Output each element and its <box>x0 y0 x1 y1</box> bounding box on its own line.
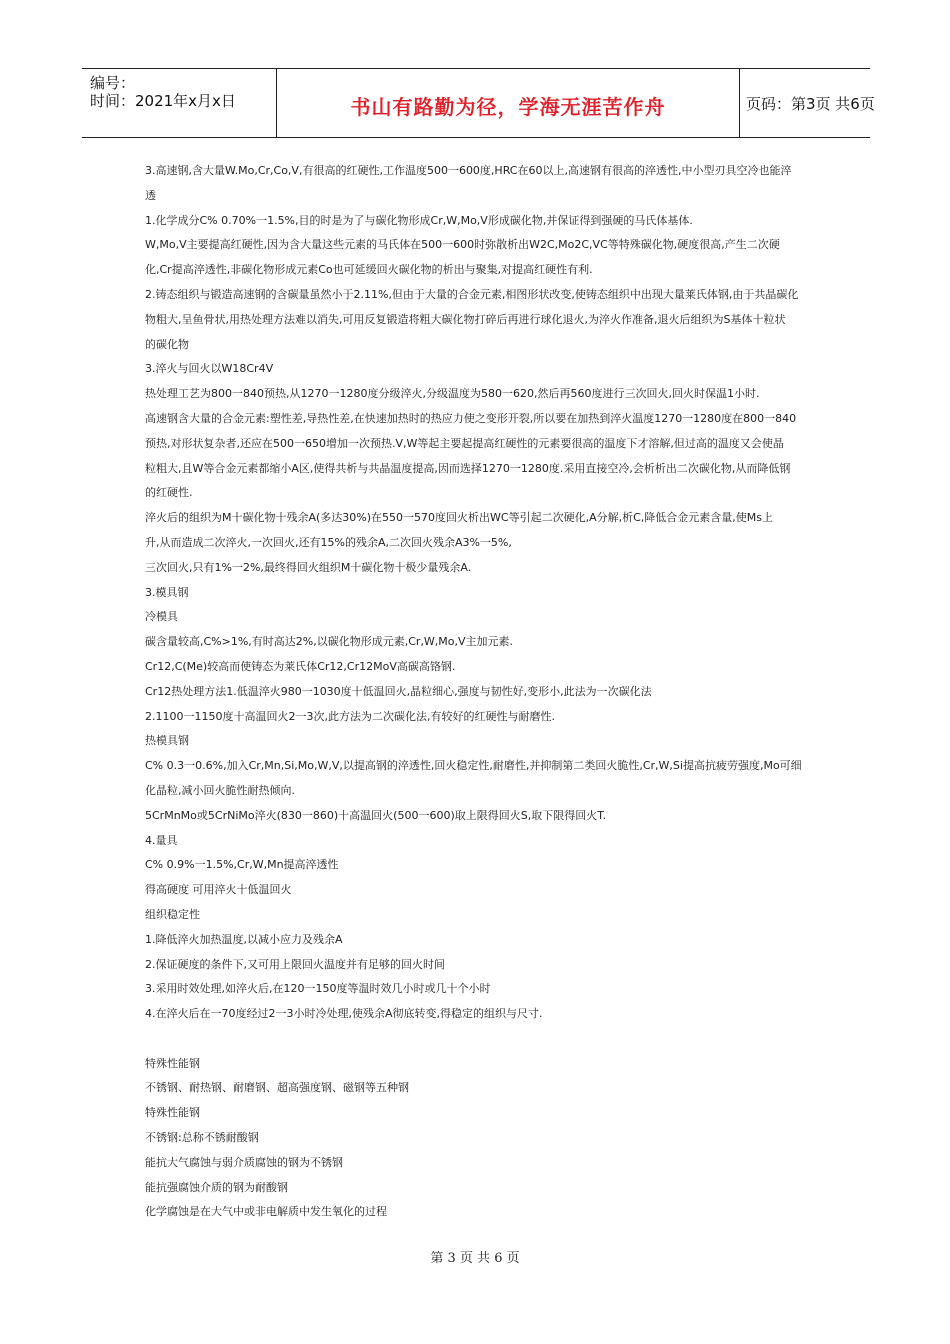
document-body <box>145 159 825 1225</box>
body-line: 3.淬火与回火以W18Cr4V <box>145 362 274 376</box>
body-line: 冷模具 <box>145 610 178 624</box>
body-line: 特殊性能钢 <box>145 1056 200 1070</box>
body-line: 组织稳定性 <box>145 907 200 921</box>
body-line: 淬火后的组织为M十碳化物十残余A(多达30%)在550一570度回火析出WC等引起二次硬化,A分解,析C,降低合金元素含量,使Ms上 <box>145 511 774 525</box>
body-line: C% 0.9%一1.5%,Cr,W,Mn提高淬透性 <box>145 858 339 872</box>
body-line: 2.保证硬度的条件下,又可用上限回火温度并有足够的回火时间 <box>145 957 445 971</box>
body-line: 碳含量较高,C%>1%,有时高达2%,以碳化物形成元素,Cr,W,Mo,V主加元素. <box>145 635 514 649</box>
body-line: 1.降低淬火加热温度,以减小应力及残余A <box>145 932 343 946</box>
body-line: 热处理工艺为800一840预热,从1270一1280度分级淬火,分级温度为580一620,然后再560度进行三次回火,回火时保温1小时. <box>145 387 760 401</box>
body-line: 物粗大,呈鱼骨状,用热处理方法难以消失,可用反复锻造将粗大碳化物打碎后再进行球化退火,为淬火作准备,退火后组织为S基体十粒状 <box>145 312 786 326</box>
body-line: 化学腐蚀是在大气中或非电解质中发生氧化的过程 <box>145 1205 387 1219</box>
body-line: 不锈钢:总称不锈耐酸钢 <box>145 1131 259 1145</box>
document-number-label: 编号： <box>90 74 136 92</box>
body-line: 5CrMnMo或5CrNiMo淬火(830一860)十高温回火(500一600)取上限得回火S,取下限得回火T. <box>145 808 607 822</box>
body-line: 化,Cr提高淬透性,非碳化物形成元素Co也可延缓回火碳化物的析出与聚集,对提高红硬性有利. <box>145 263 593 277</box>
body-line: 三次回火,只有1%一2%,最终得回火组织M十碳化物十极少量残余A. <box>145 560 472 574</box>
header-motto-cell <box>277 69 740 137</box>
body-line <box>145 1027 825 1052</box>
body-line: 升,从而造成二次淬火,一次回火,还有15%的残余A,二次回火残余A3%一5%, <box>145 535 512 549</box>
body-line: 2.1100一1150度十高温回火2一3次,此方法为二次碳化法,有较好的红硬性与耐磨性. <box>145 709 555 723</box>
header-info-cell <box>82 69 277 137</box>
body-line: 化晶粒,减小回火脆性耐热倾向. <box>145 783 295 797</box>
body-line: 2.铸态组织与锻造高速钢的含碳量虽然小于2.11%,但由于大量的合金元素,相图形状改变,使铸态组织中出现大量莱氏体钢,由于共晶碳化 <box>145 287 799 301</box>
body-line: W,Mo,V主要提高红硬性,因为含大量这些元素的马氏体在500一600时弥散析出W2C,Mo2C,VC等特殊碳化物,硬度很高,产生二次硬 <box>145 238 780 252</box>
body-line: Cr12热处理方法1.低温淬火980一1030度十低温回火,晶粒细心,强度与韧性好,变形小,此法为一次碳化法 <box>145 684 652 698</box>
page-footer: 第 3 页 共 6 页 <box>430 1251 520 1266</box>
body-line: 3.采用时效处理,如淬火后,在120一150度等温时效几小时或几十个小时 <box>145 982 491 996</box>
body-line: 的碳化物 <box>145 337 189 351</box>
body-line: Cr12,C(Me)较高而使铸态为莱氏体Cr12,Cr12MoV高碳高铬钢. <box>145 659 456 673</box>
body-line: 高速钢含大量的合金元素:塑性差,导热性差,在快速加热时的热应力使之变形开裂,所以要在加热到淬火温度1270一1280度在800一840 <box>145 411 797 425</box>
body-line: 不锈钢、耐热钢、耐磨钢、超高强度钢、磁钢等五种钢 <box>145 1081 409 1095</box>
body-line: 得高硬度 可用淬火十低温回火 <box>145 883 292 897</box>
body-line: 能抗大气腐蚀与弱介质腐蚀的钢为不锈钢 <box>145 1155 343 1169</box>
body-line: 特殊性能钢 <box>145 1106 200 1120</box>
body-line: 4.量具 <box>145 833 178 847</box>
body-line: 能抗强腐蚀介质的钢为耐酸钢 <box>145 1180 288 1194</box>
body-line: 透 <box>145 188 156 202</box>
page-header <box>82 68 875 138</box>
header-motto: 书山有路勤为径，学海无涯苦作舟 <box>350 95 666 119</box>
body-line: C% 0.3一0.6%,加入Cr,Mn,Si,Mo,W,V,以提高钢的淬透性,回火稳定性,耐磨性,并抑制第二类回火脆性,Cr,W,Si提高抗疲劳强度,Mo可细 <box>145 759 802 773</box>
body-line: 3.高速钢,含大量W.Mo,Cr,Co,V,有很高的红硬性,工作温度500一600度,HRC在60以上,高速钢有很高的淬透性,中小型刃具空冷也能淬 <box>145 164 792 177</box>
body-line: 1.化学成分C% 0.70%一1.5%,目的时是为了与碳化物形成Cr,W,Mo,V形成碳化物,并保证得到强硬的马氏体基体. <box>145 213 693 227</box>
body-line: 4.在淬火后在一70度经过2一3小时冷处理,使残余A彻底转变,得稳定的组织与尺寸. <box>145 1007 543 1021</box>
body-line: 预热,对形状复杂者,还应在500一650增加一次预热.V,W等起主要起提高红硬性的元素要很高的温度下才溶解,但过高的温度又会使晶 <box>145 436 784 450</box>
document-time-label: 时间：2021年x月x日 <box>90 92 236 110</box>
body-line: 的红硬性. <box>145 486 193 500</box>
body-line: 粒粗大,且W等合金元素都缩小A区,使得共析与共晶温度提高,因而选择1270一1280度.采用直接空冷,会析析出二次碳化物,从而降低钢 <box>145 461 791 475</box>
header-page-code: 页码：第3页 共6页 <box>746 95 875 113</box>
header-page-cell <box>740 69 875 137</box>
body-line: 热模具钢 <box>145 734 189 748</box>
body-line: 3.模具钢 <box>145 585 189 599</box>
